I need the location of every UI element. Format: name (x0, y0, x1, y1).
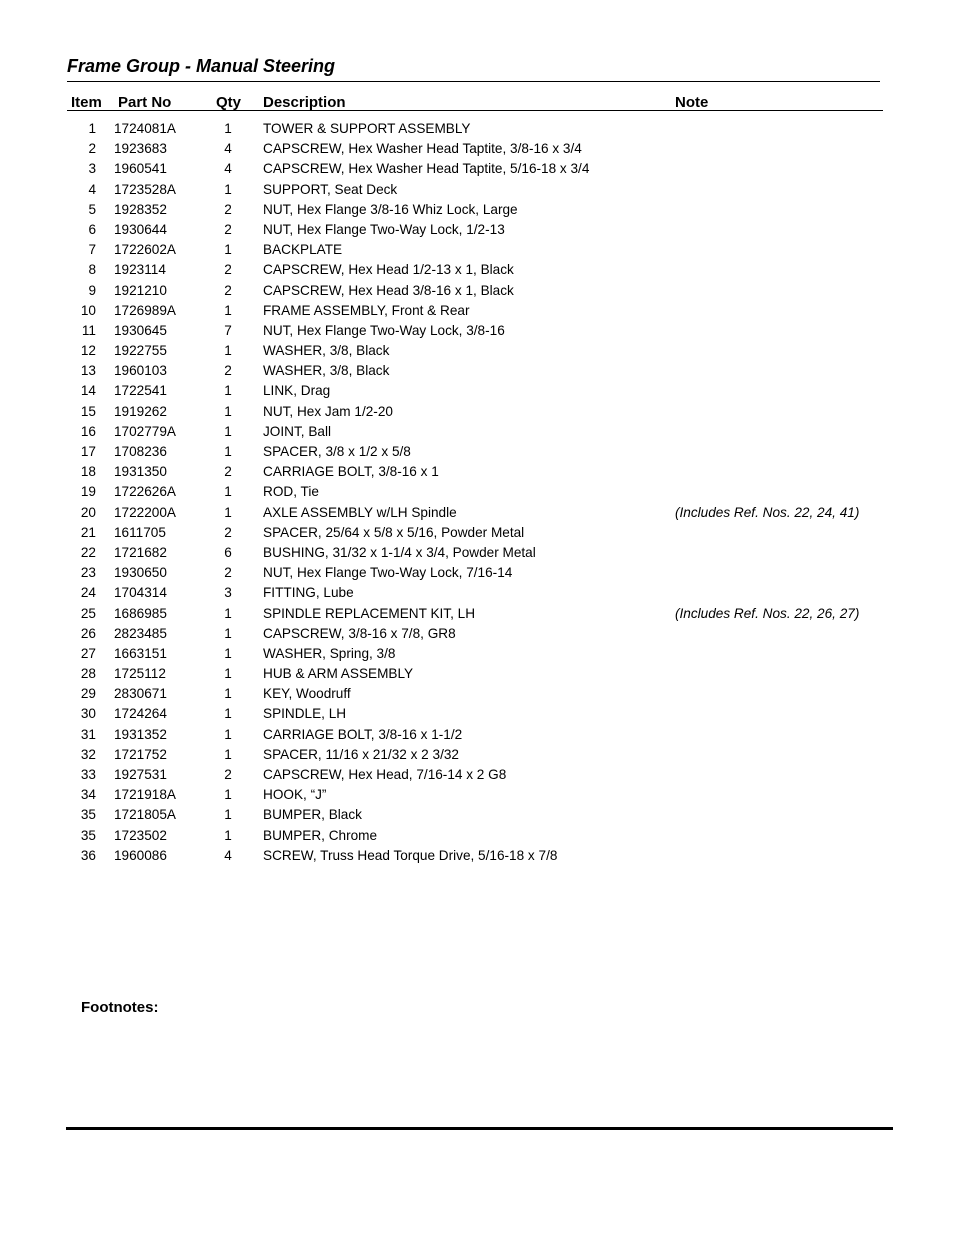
item-number: 6 (88, 221, 96, 237)
quantity: 1 (224, 746, 232, 762)
table-row (0, 464, 954, 484)
description: SPACER, 25/64 x 5/8 x 5/16, Powder Metal (263, 524, 525, 540)
description: BACKPLATE (263, 242, 343, 258)
item-number: 22 (80, 544, 96, 560)
part-number: 1723502 (114, 827, 167, 843)
description: ROD, Tie (263, 484, 319, 500)
footnotes-label: Footnotes: (81, 999, 159, 1016)
description: SPACER, 11/16 x 21/32 x 2 3/32 (263, 746, 459, 762)
description: TOWER & SUPPORT ASSEMBLY (263, 121, 471, 136)
description: WASHER, 3/8, Black (263, 363, 390, 379)
header-note: Note (675, 94, 709, 111)
quantity: 2 (224, 565, 232, 581)
table-row (0, 444, 954, 464)
part-number: 2830671 (114, 686, 167, 702)
table-row (0, 505, 954, 525)
part-number: 1960086 (114, 847, 167, 863)
quantity: 1 (224, 423, 232, 439)
part-number: 1722602A (114, 242, 176, 258)
quantity: 2 (224, 221, 232, 237)
quantity: 2 (224, 524, 232, 540)
table-row (0, 747, 954, 767)
quantity: 1 (224, 383, 232, 399)
table-row (0, 121, 954, 141)
quantity: 2 (224, 363, 232, 379)
part-number: 1721918A (114, 787, 176, 803)
table-row (0, 161, 954, 181)
item-number: 4 (88, 181, 96, 197)
quantity: 1 (224, 686, 232, 702)
part-number: 2823485 (114, 625, 167, 641)
item-number: 18 (80, 464, 96, 480)
quantity: 1 (224, 706, 232, 722)
item-number: 34 (80, 787, 96, 803)
description: CAPSCREW, Hex Washer Head Taptite, 5/16-18 x 3/4 (263, 161, 590, 177)
table-row (0, 727, 954, 747)
quantity: 1 (224, 605, 232, 621)
item-number: 32 (80, 746, 96, 762)
description: KEY, Woodruff (263, 686, 351, 702)
item-number: 12 (80, 343, 96, 359)
part-number: 1923114 (114, 262, 166, 278)
table-row (0, 828, 954, 848)
part-number: 1611705 (114, 524, 166, 540)
table-row (0, 222, 954, 242)
item-number: 21 (80, 524, 96, 540)
part-number: 1921210 (114, 282, 167, 298)
part-number: 1721752 (114, 746, 167, 762)
description: NUT, Hex Jam 1/2-20 (263, 403, 393, 419)
item-number: 28 (80, 666, 96, 682)
item-number: 3 (88, 161, 96, 177)
quantity: 1 (224, 504, 232, 520)
note: (Includes Ref. Nos. 22, 26, 27) (675, 605, 860, 621)
description: CAPSCREW, Hex Washer Head Taptite, 3/8-16 x 3/4 (263, 141, 582, 157)
quantity: 1 (224, 787, 232, 803)
quantity: 3 (224, 585, 232, 601)
part-number: 1722626A (114, 484, 176, 500)
table-row (0, 303, 954, 323)
table-row (0, 424, 954, 444)
quantity: 1 (224, 827, 232, 843)
table-row (0, 767, 954, 787)
table-row (0, 283, 954, 303)
part-number: 1931350 (114, 464, 167, 480)
item-number: 14 (80, 383, 96, 399)
part-number: 1724264 (114, 706, 167, 722)
quantity: 7 (224, 322, 232, 338)
part-number: 1722541 (114, 383, 167, 399)
description: NUT, Hex Flange Two-Way Lock, 1/2-13 (263, 221, 505, 237)
table-row (0, 141, 954, 161)
part-number: 1725112 (114, 666, 166, 682)
item-number: 7 (88, 242, 96, 258)
description: BUMPER, Black (263, 807, 362, 823)
part-number: 1928352 (114, 201, 167, 217)
table-row (0, 484, 954, 504)
description: CARRIAGE BOLT, 3/8-16 x 1 (263, 464, 439, 480)
table-row (0, 606, 954, 626)
description: CAPSCREW, 3/8-16 x 7/8, GR8 (263, 625, 456, 641)
table-row (0, 545, 954, 565)
part-number: 1723528A (114, 181, 176, 197)
item-number: 26 (80, 625, 96, 641)
description: NUT, Hex Flange 3/8-16 Whiz Lock, Large (263, 201, 518, 217)
quantity: 1 (224, 807, 232, 823)
note: (Includes Ref. Nos. 22, 24, 41) (675, 504, 860, 520)
part-number: 1704314 (114, 585, 167, 601)
part-number: 1708236 (114, 444, 167, 459)
description: SCREW, Truss Head Torque Drive, 5/16-18 x 7/8 (263, 847, 558, 863)
part-number: 1930645 (114, 322, 167, 338)
item-number: 5 (88, 201, 96, 217)
item-number: 30 (80, 706, 96, 722)
part-number: 1724081A (114, 121, 176, 136)
item-number: 17 (80, 444, 96, 459)
table-row (0, 646, 954, 666)
header-item: Item (71, 94, 102, 111)
part-number: 1919262 (114, 403, 167, 419)
part-number: 1721805A (114, 807, 176, 823)
item-number: 11 (81, 322, 96, 338)
item-number: 2 (88, 141, 96, 157)
item-number: 13 (80, 363, 96, 379)
description: HOOK, “J” (263, 787, 327, 803)
part-number: 1960541 (114, 161, 167, 177)
description: WASHER, 3/8, Black (263, 343, 390, 359)
quantity: 1 (224, 625, 232, 641)
description: SUPPORT, Seat Deck (263, 181, 398, 197)
item-number: 1 (88, 121, 96, 136)
part-number: 1702779A (114, 423, 176, 439)
description: FITTING, Lube (263, 585, 354, 601)
description: AXLE ASSEMBLY w/LH Spindle (263, 504, 457, 520)
part-number: 1930644 (114, 221, 167, 237)
quantity: 1 (224, 484, 232, 500)
description: SPACER, 3/8 x 1/2 x 5/8 (263, 444, 411, 459)
description: BUMPER, Chrome (263, 827, 378, 843)
item-number: 8 (88, 262, 96, 278)
part-number: 1930650 (114, 565, 167, 581)
item-number: 35 (80, 807, 96, 823)
quantity: 1 (224, 726, 232, 742)
quantity: 4 (224, 161, 232, 177)
quantity: 2 (224, 464, 232, 480)
title-divider (67, 81, 880, 82)
description: WASHER, Spring, 3/8 (263, 645, 396, 661)
table-row (0, 666, 954, 686)
part-number: 1960103 (114, 363, 167, 379)
quantity: 1 (224, 181, 232, 197)
table-row (0, 565, 954, 585)
item-number: 20 (80, 504, 96, 520)
table-row (0, 848, 954, 868)
quantity: 2 (224, 282, 232, 298)
bottom-divider (66, 1127, 893, 1130)
item-number: 24 (80, 585, 96, 601)
description: BUSHING, 31/32 x 1-1/4 x 3/4, Powder Metal (263, 544, 536, 560)
description: HUB & ARM ASSEMBLY (263, 666, 414, 682)
quantity: 1 (224, 444, 232, 459)
table-row (0, 404, 954, 424)
part-number: 1722200A (114, 504, 176, 520)
parts-list (0, 121, 954, 868)
quantity: 1 (224, 645, 232, 661)
header-part-no: Part No (118, 94, 172, 111)
item-number: 23 (80, 565, 96, 581)
item-number: 16 (80, 423, 96, 439)
table-row (0, 585, 954, 605)
description: SPINDLE, LH (263, 706, 347, 722)
description: NUT, Hex Flange Two-Way Lock, 3/8-16 (263, 322, 505, 338)
table-row (0, 706, 954, 726)
quantity: 2 (224, 767, 232, 782)
item-number: 25 (80, 605, 96, 621)
item-number: 29 (80, 686, 96, 702)
item-number: 19 (80, 484, 96, 500)
item-number: 36 (80, 847, 96, 863)
table-row (0, 787, 954, 807)
item-number: 33 (80, 767, 96, 782)
description: CARRIAGE BOLT, 3/8-16 x 1-1/2 (263, 726, 463, 742)
item-number: 9 (88, 282, 96, 298)
description: JOINT, Ball (263, 423, 331, 439)
quantity: 6 (224, 544, 232, 560)
part-number: 1721682 (114, 544, 167, 560)
table-row (0, 525, 954, 545)
quantity: 1 (224, 343, 232, 359)
part-number: 1922755 (114, 343, 167, 359)
description: NUT, Hex Flange Two-Way Lock, 7/16-14 (263, 565, 513, 581)
quantity: 1 (224, 666, 232, 682)
header-description: Description (263, 94, 346, 111)
part-number: 1923683 (114, 141, 167, 157)
table-row (0, 202, 954, 222)
table-row (0, 262, 954, 282)
table-row (0, 686, 954, 706)
page-title: Frame Group - Manual Steering (67, 56, 336, 76)
table-row (0, 383, 954, 403)
quantity: 1 (224, 121, 232, 136)
part-number: 1927531 (114, 767, 167, 782)
part-number: 1686985 (114, 605, 167, 621)
table-row (0, 363, 954, 383)
part-number: 1931352 (114, 726, 167, 742)
description: CAPSCREW, Hex Head, 7/16-14 x 2 G8 (263, 767, 507, 782)
header-divider (67, 110, 883, 111)
table-row (0, 182, 954, 202)
quantity: 1 (224, 403, 232, 419)
quantity: 4 (224, 847, 232, 863)
part-number: 1726989A (114, 302, 176, 318)
quantity: 1 (224, 242, 232, 258)
quantity: 2 (224, 262, 232, 278)
quantity: 1 (224, 302, 232, 318)
item-number: 31 (80, 726, 96, 742)
quantity: 2 (224, 201, 232, 217)
table-row (0, 323, 954, 343)
table-row (0, 242, 954, 262)
part-number: 1663151 (114, 645, 167, 661)
item-number: 27 (80, 645, 96, 661)
item-number: 10 (80, 302, 96, 318)
table-row (0, 807, 954, 827)
description: FRAME ASSEMBLY, Front & Rear (263, 302, 470, 318)
quantity: 4 (224, 141, 232, 157)
description: LINK, Drag (263, 383, 331, 399)
description: SPINDLE REPLACEMENT KIT, LH (263, 605, 476, 621)
item-number: 15 (80, 403, 96, 419)
description: CAPSCREW, Hex Head 1/2-13 x 1, Black (263, 262, 514, 278)
description: CAPSCREW, Hex Head 3/8-16 x 1, Black (263, 282, 514, 298)
header-qty: Qty (216, 94, 242, 111)
table-row (0, 343, 954, 363)
item-number: 35 (80, 827, 96, 843)
table-row (0, 626, 954, 646)
